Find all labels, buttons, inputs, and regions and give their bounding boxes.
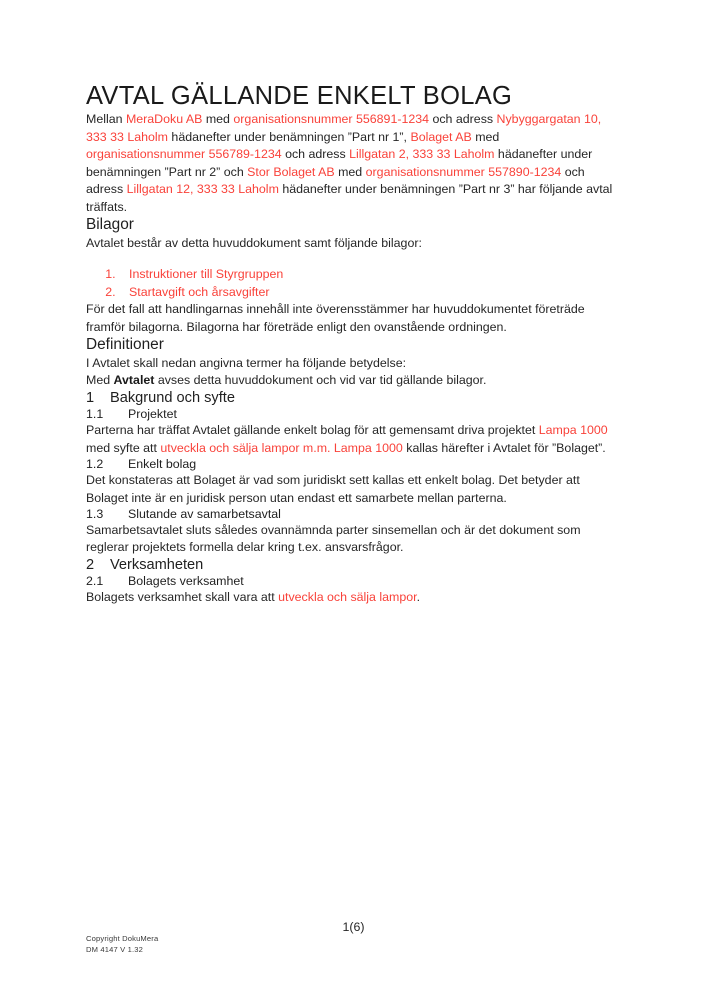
section-1-1-number: 1.1 (86, 407, 104, 422)
project-purpose: utveckla och sälja lampor m.m. Lampa 1000 (160, 440, 403, 455)
section-1-2-paragraph: Det konstateras att Bolaget är vad som juridiskt sett kallas ett enkelt bolag. Det betyder att Bolaget inte är en juridisk person utan endast ett samarbete mellan parterna. (86, 473, 580, 505)
project-name: Lampa 1000 (538, 423, 608, 438)
section-1-2-title: Enkelt bolag (128, 457, 197, 472)
document-content (86, 0, 613, 607)
page-title: AVTAL GÄLLANDE ENKELT BOLAG (86, 82, 513, 110)
section-2-number: 2 (86, 556, 95, 573)
section-1-number: 1 (86, 389, 95, 406)
intro-paragraph (86, 111, 613, 216)
heading-section-1 (86, 390, 613, 408)
definition-suffix: avses detta huvuddokument och vid var tid gällande bilagor. (154, 373, 487, 388)
s11-text-3: kallas härefter i Avtalet för ”Bolaget”. (402, 440, 606, 455)
intro-text-10: hädanefter under benämningen ”Part nr 3” har följande avtal träffats. (86, 182, 613, 214)
intro-text-7: hädanefter under benämningen ”Part nr 2” och (86, 147, 593, 179)
intro-text-2: med (202, 112, 234, 127)
s21-text-1: Bolagets verksamhet skall vara att (86, 590, 279, 605)
intro-text-9: och adress (86, 164, 585, 197)
bilaga-label: Startavgift och årsavgifter (129, 284, 270, 299)
heading-section-1-1 (86, 407, 613, 422)
party-1-orgnr: organisationsnummer 556891-1234 (233, 112, 430, 127)
page-number: 1(6) (342, 920, 365, 934)
intro-text-1: Mellan (86, 112, 126, 127)
intro-text-4: hädanefter under benämningen ”Part nr 1”, (167, 129, 411, 144)
party-2-orgnr: organisationsnummer 556789-1234 (86, 147, 282, 162)
section-1-3-title: Slutande av samarbetsavtal (128, 507, 281, 522)
heading-section-1-3 (86, 507, 613, 522)
s21-text-2: . (416, 590, 421, 605)
s11-text-1: Parterna har träffat Avtalet gällande enkelt bolag för att gemensamt driva projektet (86, 423, 539, 438)
party-2-name: Bolaget AB (410, 129, 472, 144)
footer-doc-ref: DM 4147 V 1.32 (86, 944, 143, 954)
heading-section-2-1 (86, 574, 613, 589)
section-1-3-number: 1.3 (86, 507, 104, 522)
intro-text-5: med (471, 129, 500, 144)
section-1-3-paragraph: Samarbetsavtalet sluts således ovannämnda parter sinsemellan och är det dokument som reglerar projektets formella delar kring t.ex. ansvarsfrågor. (86, 522, 581, 555)
list-item (119, 284, 613, 302)
party-3-orgnr: organisationsnummer 557890-1234 (365, 164, 562, 179)
intro-text-3: och adress (429, 112, 497, 127)
party-1-name: MeraDoku AB (125, 112, 203, 127)
heading-definitioner: Definitioner (86, 336, 164, 354)
heading-section-1-2 (86, 457, 613, 472)
section-1-1-paragraph (86, 422, 613, 457)
party-3-address: Lillgatan 12, 333 33 Laholm (126, 182, 279, 197)
definitioner-lead: I Avtalet skall nedan angivna termer ha följande betydelse: (86, 355, 407, 370)
party-3-name: Stor Bolaget AB (247, 164, 335, 179)
heading-bilagor: Bilagor (86, 216, 134, 234)
bilagor-lead: Avtalet består av detta huvuddokument samt följande bilagor: (86, 235, 422, 250)
section-1-title: Bakgrund och syfte (110, 389, 235, 406)
footer-copyright: Copyright DokuMera (86, 934, 159, 943)
definition-avtalet (86, 372, 613, 390)
heading-section-2 (86, 557, 613, 575)
definition-term: Avtalet (113, 373, 155, 388)
section-1-1-title: Projektet (128, 407, 177, 422)
party-1-address: Nybyggargatan 10, 333 33 Laholm (86, 112, 602, 144)
company-activity: utveckla och sälja lampor (278, 590, 417, 605)
intro-text-8: med (334, 164, 366, 179)
section-2-title: Verksamheten (110, 556, 204, 573)
definition-prefix: Med (86, 373, 114, 388)
bilaga-label: Instruktioner till Styrgruppen (129, 267, 284, 282)
bilagor-note: För det fall att handlingarnas innehåll inte överensstämmer har huvuddokumentet företräde framför bilagorna. Bilagorna har företräde enligt den ovanstående ordningen. (86, 302, 585, 334)
s11-text-2: med syfte att (86, 440, 161, 455)
bilagor-list (86, 266, 613, 301)
section-2-1-paragraph (86, 589, 613, 607)
party-2-address: Lillgatan 2, 333 33 Laholm (349, 147, 495, 162)
section-1-2-number: 1.2 (86, 457, 104, 472)
section-2-1-number: 2.1 (86, 574, 104, 589)
footer-note (86, 934, 158, 955)
intro-text-6: och adress (281, 147, 350, 162)
list-item (119, 266, 613, 284)
section-2-1-title: Bolagets verksamhet (128, 574, 244, 589)
